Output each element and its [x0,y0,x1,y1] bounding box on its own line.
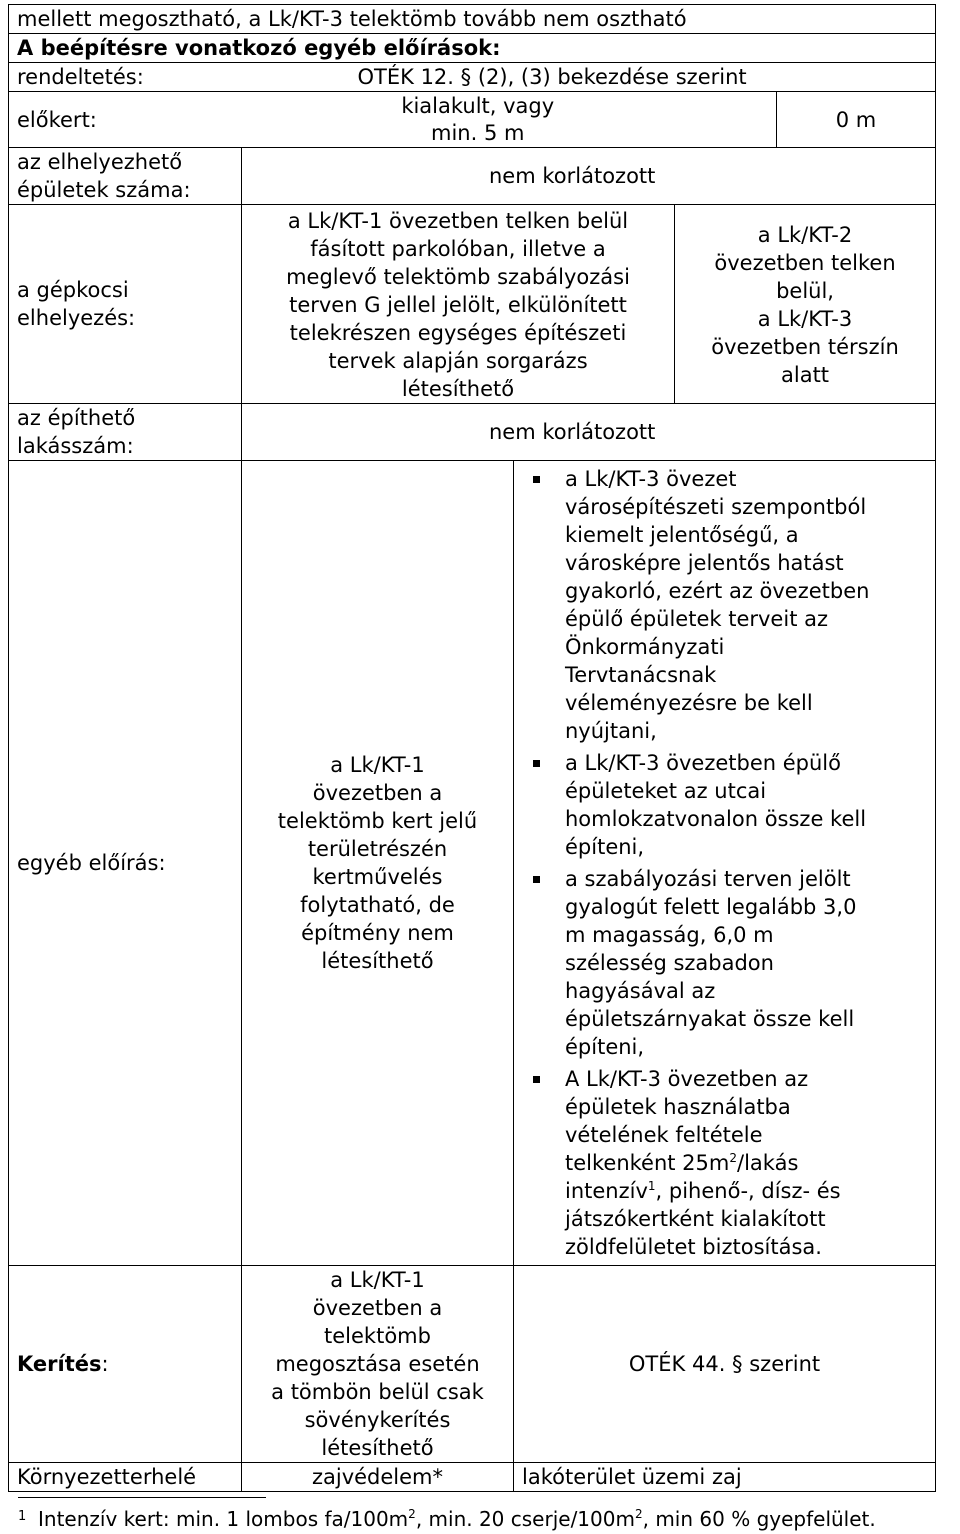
superscript: 2 [729,1151,738,1165]
gepkocsi-right-line: alatt [781,363,830,387]
list-item [518,465,931,745]
footnote-separator [18,1497,266,1498]
bullet-line: a Lk/KT-3 övezet [565,467,737,491]
bullet-line: Tervtanácsnak [565,663,717,687]
bullet-line: épületek használatba [565,1095,791,1119]
gepkocsi-label [9,205,242,404]
gepkocsi-right-line: övezetben térszín [711,335,899,359]
egyeb-bullets [514,461,936,1266]
bullet-line: Önkormányzati [565,635,725,659]
square-bullet-icon [533,1076,540,1083]
gepkocsi-right-line: a Lk/KT-3 [757,307,853,331]
gepkocsi-left-line: a Lk/KT-1 övezetben telken belül [287,209,629,233]
gepkocsi-left-line: létesíthető [401,377,515,401]
kornyezet-label: Környezetterhelé [9,1463,242,1492]
table-row [9,34,936,63]
bullet-line: A Lk/KT-3 övezetben az [565,1067,809,1091]
gepkocsi-left [242,205,675,404]
elokert-value-line: kialakult, vagy [401,93,555,118]
egyeb-left [242,461,514,1266]
kerites-left-line: létesíthető [321,1436,434,1460]
bullet-text: telkenként 25m [565,1151,730,1175]
bullet-line: épületeket az utcai [565,779,767,803]
gepkocsi-left-line: meglevő telektömb szabályozási [286,265,630,289]
kerites-label-suffix: : [101,1352,109,1376]
egyeb-left-line: folytatható, de [300,893,455,917]
square-bullet-icon [533,476,540,483]
elokert-value-right: 0 m [777,92,936,148]
bullet-line: m magasság, 6,0 m [565,923,774,947]
gepkocsi-right-line: a Lk/KT-2 [757,223,853,247]
square-bullet-icon [533,760,540,767]
kerites-left-line: a tömbön belül csak [271,1380,484,1404]
epuletek-label-line: az elhelyezhető [17,150,183,174]
egyeb-left-line: létesíthető [321,949,434,973]
bullet-text: , pihenő-, dísz- és [655,1179,841,1203]
kornyezet-right: lakóterület üzemi zaj [514,1463,936,1492]
lakasszam-label-line: az építhető [17,406,136,430]
bullet-line: vételének feltétele [565,1123,763,1147]
bullet-line: gyakorló, ezért az övezetben [565,579,870,603]
bullet-line: épületszárnyakat össze kell [565,1007,855,1031]
table-row [9,92,936,148]
bullet-line: a Lk/KT-3 övezetben épülő [565,751,841,775]
footnote [18,1503,958,1533]
egyeb-left-line: kertművelés [312,865,443,889]
bullet-line: nyújtani, [565,719,657,743]
bullet-line: építeni, [565,1035,645,1059]
gepkocsi-left-line: tervek alapján sorgarázs [328,349,588,373]
bullet-line: kiemelt jelentőségű, a [565,523,799,547]
gepkocsi-right-line: belül, [776,279,834,303]
kerites-value: OTÉK 44. § szerint [514,1266,936,1463]
epuletek-label-line: épületek száma: [17,178,191,202]
kerites-left-line: sövénykerítés [304,1408,451,1432]
continuation-text: mellett megosztható, a Lk/KT-3 telektömb tovább nem osztható [9,5,936,34]
rendeltetes-label: rendeltetés: [9,63,242,92]
kerites-label [9,1266,242,1463]
bullet-line: városépítészeti szempontból [565,495,867,519]
list-item [518,749,931,861]
bullet-line: építeni, [565,835,645,859]
lakasszam-value: nem korlátozott [242,404,936,461]
bullet-list [514,461,935,1265]
footnote-number: 1 [18,1509,27,1524]
bullet-line: épülő épületek terveit az [565,607,828,631]
list-item [518,865,931,1061]
egyeb-left-line: övezetben a [312,781,443,805]
gepkocsi-left-line: terven G jellel jelölt, elkülönített [289,293,627,317]
bullet-line: véleményezésre be kell [565,691,813,715]
gepkocsi-right-line: övezetben telken [714,251,896,275]
table-row [9,63,936,92]
egyeb-left-line: területrészén [307,837,448,861]
table-row [9,404,936,461]
bullet-line: szélesség szabadon [565,951,774,975]
bullet-line: homlokzatvonalon össze kell [565,807,867,831]
epuletek-value: nem korlátozott [242,148,936,205]
footnote-text: , min. 20 cserje/100m [415,1507,635,1531]
table-row [9,461,936,1266]
bullet-line: zöldfelületet biztosítása. [565,1235,822,1259]
table-row [9,1463,936,1492]
bullet-line: gyalogút felett legalább 3,0 [565,895,857,919]
rendeltetes-value: OTÉK 12. § (2), (3) bekezdése szerint [242,63,936,92]
elokert-value [242,92,777,148]
bullet-line: a szabályozási terven jelölt [565,867,851,891]
footnote-ref: 1 [647,1179,656,1193]
egyeb-left-line: építmény nem [301,921,454,945]
bullet-line [565,1149,931,1177]
kerites-left-line: megosztása esetén [275,1352,480,1376]
gepkocsi-label-line: a gépkocsi [17,278,129,302]
kerites-label-text: Kerítés [17,1352,102,1376]
kerites-left [242,1266,514,1463]
table-row [9,148,936,205]
egyeb-left-line: telektömb kert jelű [277,809,478,833]
regulation-table [8,4,936,1492]
table-row [9,1266,936,1463]
lakasszam-label [9,404,242,461]
superscript: 2 [408,1507,416,1521]
gepkocsi-right [675,205,936,404]
bullet-line: játszókertként kialakított [565,1207,826,1231]
bullet-text: /lakás [737,1151,799,1175]
superscript: 2 [634,1507,643,1521]
bullet-line: városképre jelentős hatást [565,551,844,575]
gepkocsi-left-line: telekrészen egységes építészeti [289,321,627,345]
epuletek-label [9,148,242,205]
egyeb-label: egyéb előírás: [9,461,242,1266]
square-bullet-icon [533,876,540,883]
gepkocsi-label-line: elhelyezés: [17,306,136,330]
list-item [518,1065,931,1261]
table-row [9,205,936,404]
kerites-left-line: övezetben a [312,1296,443,1320]
table-row [9,5,936,34]
gepkocsi-left-line: fásított parkolóban, illetve a [310,237,606,261]
egyeb-left-line: a Lk/KT-1 [330,753,425,777]
kerites-left-line: telektömb [324,1324,431,1348]
elokert-label: előkert: [9,92,242,148]
section-title: A beépítésre vonatkozó egyéb előírások: [9,34,936,63]
footnote-text: Intenzív kert: min. 1 lombos fa/100m [38,1507,409,1531]
bullet-line [565,1177,931,1205]
kornyezet-mid: zajvédelem* [242,1463,514,1492]
elokert-value-line: min. 5 m [431,120,525,145]
lakasszam-label-line: lakásszám: [17,434,134,458]
footnote-text: , min 60 % gyepfelület. [642,1507,876,1531]
kerites-left-line: a Lk/KT-1 [330,1268,425,1292]
bullet-line: hagyásával az [565,979,716,1003]
bullet-text: intenzív [565,1179,648,1203]
